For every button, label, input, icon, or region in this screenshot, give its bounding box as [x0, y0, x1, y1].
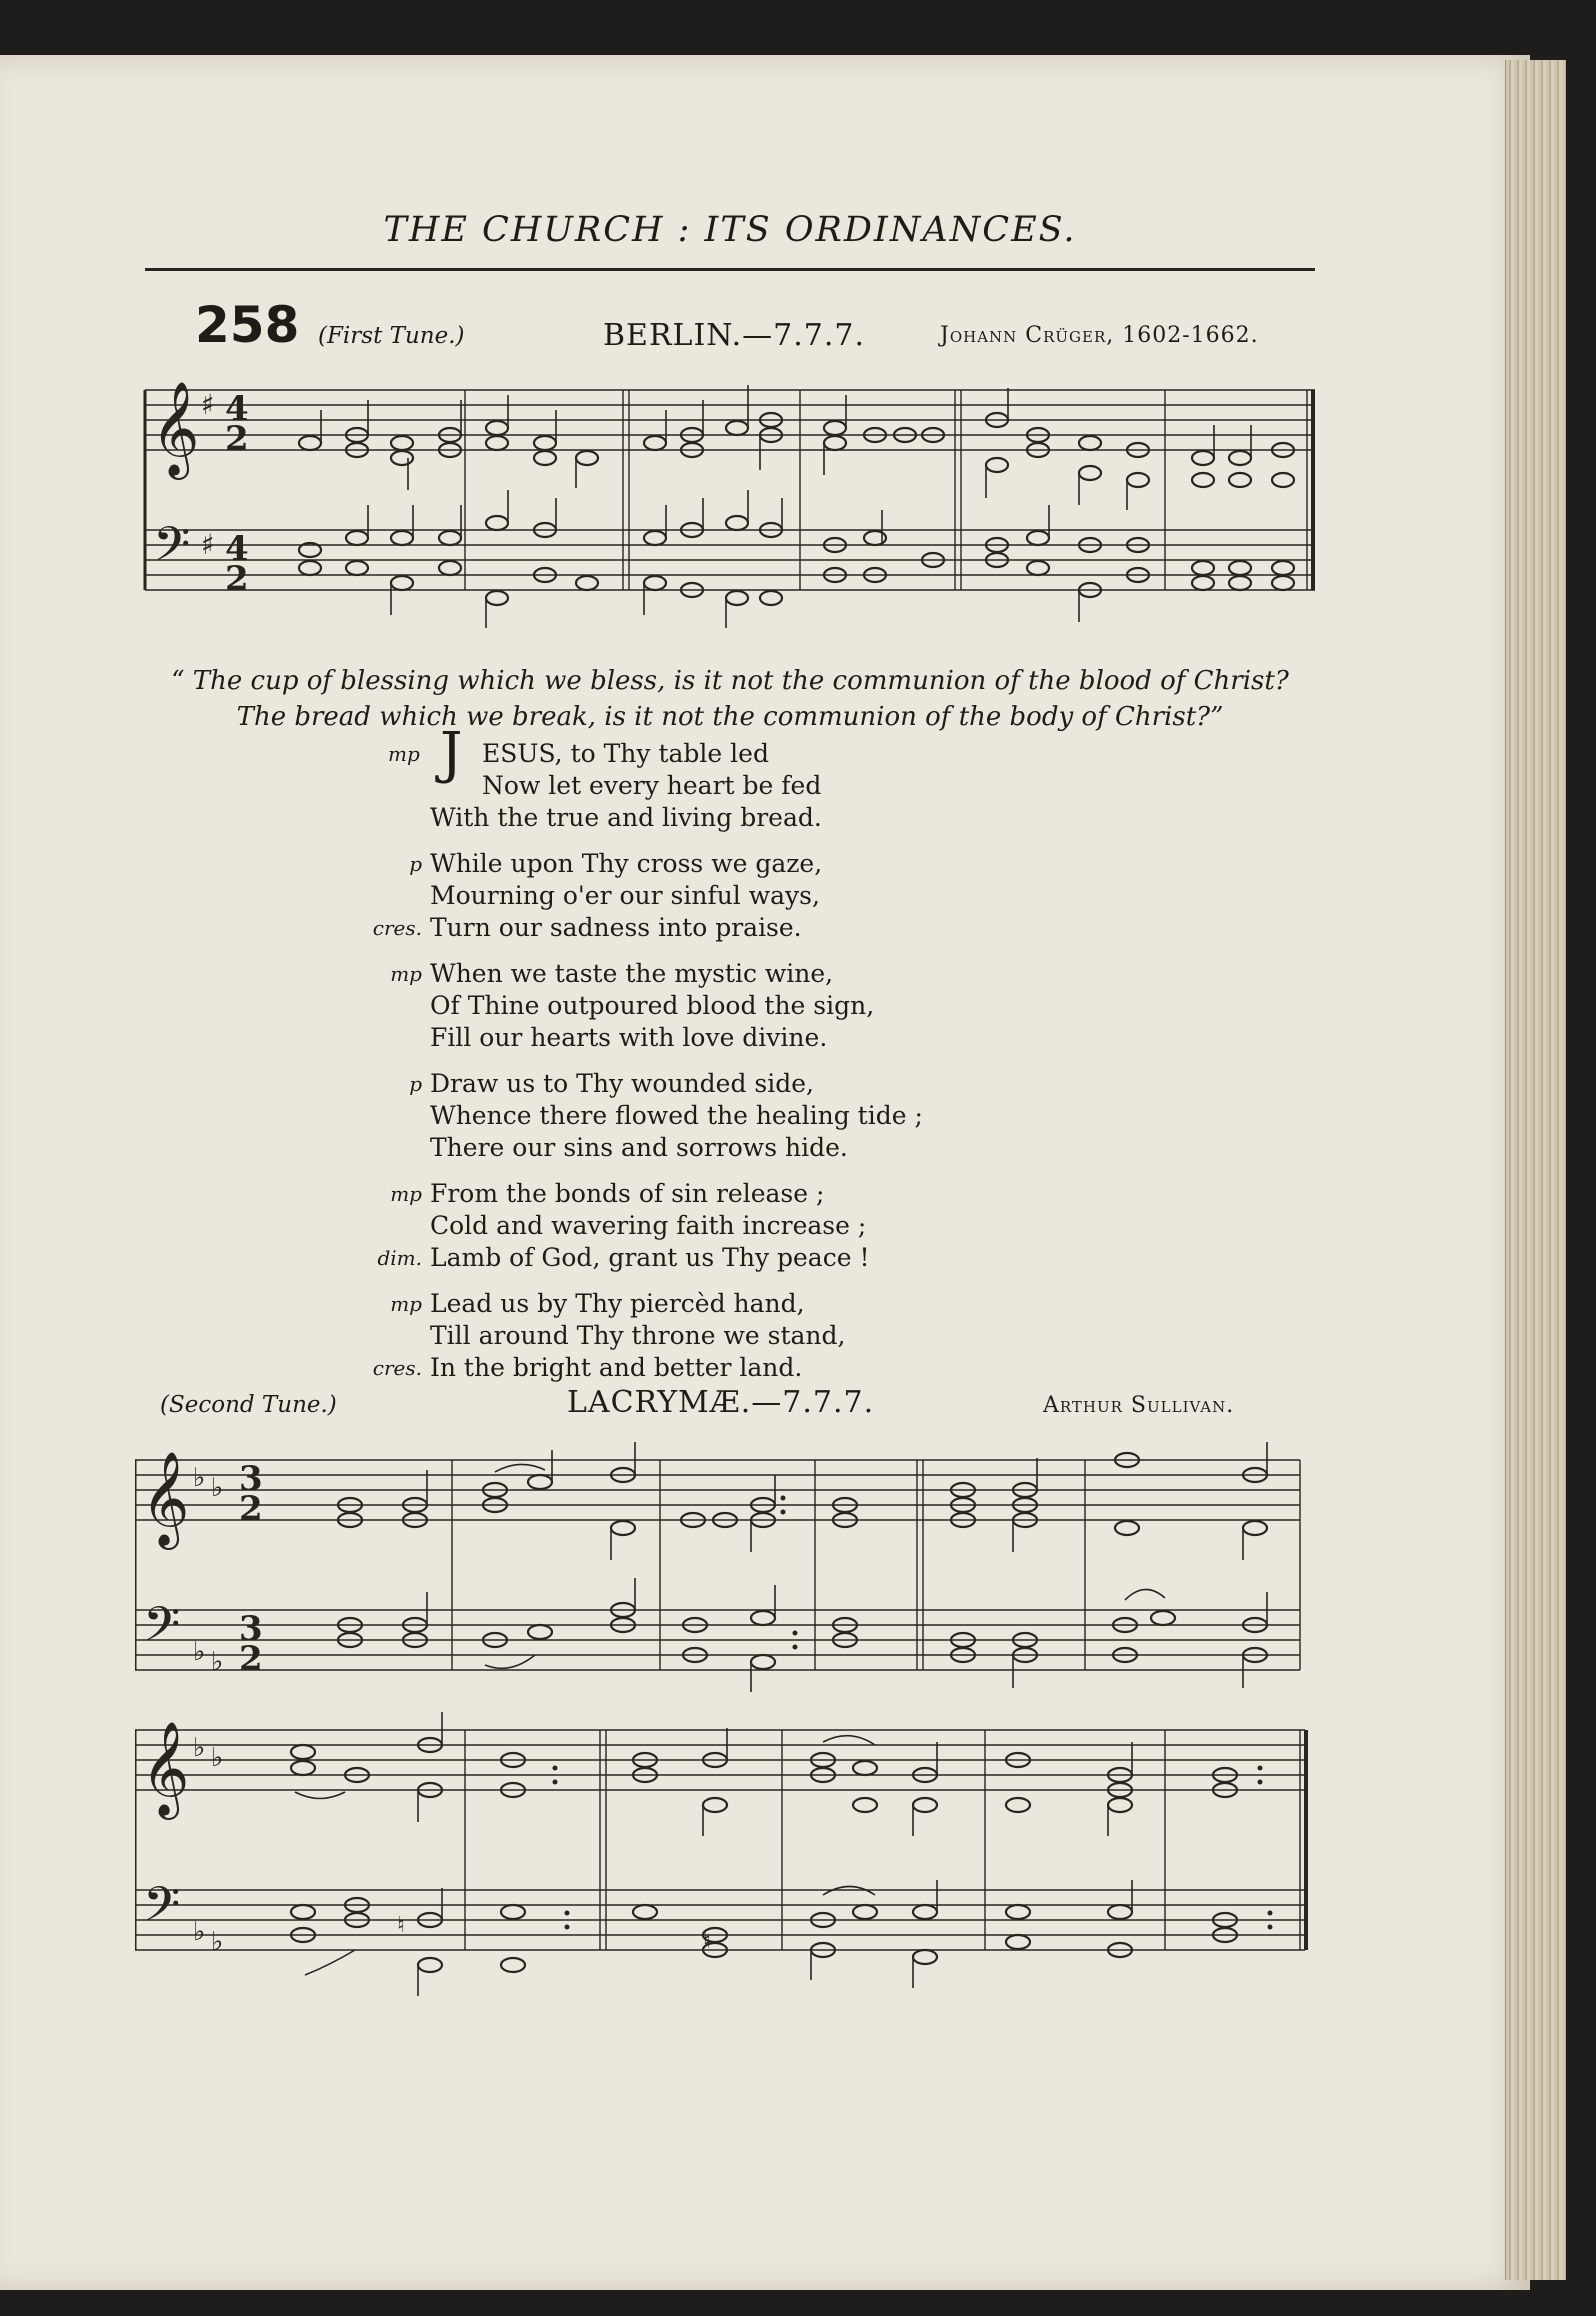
verse-line: Cold and wavering faith increase ;	[430, 1211, 867, 1240]
running-head: THE CHURCH : ITS ORDINANCES.	[383, 210, 1077, 250]
stanza	[372, 848, 1080, 944]
verse-line: p Draw us to Thy wounded side,	[409, 1069, 814, 1098]
dynamic-mark: mp	[390, 1292, 422, 1316]
svg-text:𝄞: 𝄞	[141, 1721, 190, 1816]
verse-line: Now let every heart be fed	[482, 771, 822, 800]
svg-text:♭: ♭	[211, 1473, 224, 1503]
verse-line: mp When we taste the mystic wine,	[390, 959, 834, 988]
verse-line: p While upon Thy cross we gaze,	[409, 849, 823, 878]
svg-text:♭: ♭	[211, 1743, 224, 1773]
stanza	[377, 1178, 1080, 1274]
hymn-verses	[372, 721, 1080, 1398]
dynamic-mark: p	[409, 852, 422, 876]
verse-line: Whence there flowed the healing tide ;	[430, 1101, 923, 1130]
svg-text:3: 3	[239, 1609, 263, 1649]
stanza	[372, 1288, 1080, 1384]
svg-text:♭: ♭	[193, 1463, 206, 1493]
svg-text:♭: ♭	[211, 1647, 224, 1677]
svg-text:♯: ♯	[201, 388, 215, 421]
svg-text:♭: ♭	[193, 1917, 206, 1947]
page-edge	[1505, 60, 1566, 2280]
second-tune-name: LACRYMÆ.—7.7.7.	[567, 1385, 875, 1420]
svg-text:♮: ♮	[397, 1913, 405, 1938]
svg-text:♭: ♭	[193, 1637, 206, 1667]
music-lacrymae-system-2	[135, 1700, 1325, 2020]
svg-text:2: 2	[225, 419, 249, 459]
dynamic-mark: cres.	[372, 1356, 422, 1380]
dynamic-mark: mp	[390, 962, 422, 986]
bass-clef-icon: 𝄢	[153, 516, 191, 584]
epigraph-line: The bread which we break, is it not the communion of the body of Christ?”	[236, 702, 1224, 732]
stanza	[388, 721, 1080, 834]
verse-line: mp Lead us by Thy piercèd hand,	[390, 1289, 805, 1318]
epigraph-line: “ The cup of blessing which we bless, is it not the communion of the blood of Christ?	[171, 666, 1289, 696]
svg-text:2: 2	[239, 1639, 263, 1679]
second-tune-composer: Arthur Sullivan.	[1043, 1393, 1235, 1418]
first-tune-composer: Johann Crüger, 1602-1662.	[940, 323, 1259, 348]
dynamic-mark: p	[409, 1072, 422, 1096]
svg-text:2: 2	[239, 1489, 263, 1529]
music-lacrymae-system-1	[135, 1430, 1325, 1700]
verse-line: mp J ESUS, to Thy table led	[388, 721, 769, 786]
dynamic-mark: dim.	[377, 1246, 422, 1270]
first-tune-label: (First Tune.)	[318, 323, 465, 349]
second-tune-label: (Second Tune.)	[160, 1392, 337, 1418]
svg-text:♮: ♮	[703, 1929, 711, 1954]
treble-clef-icon: 𝄞	[151, 381, 200, 476]
svg-text:2: 2	[225, 559, 249, 599]
svg-text:3: 3	[239, 1459, 263, 1499]
verse-line: Of Thine outpoured blood the sign,	[430, 991, 875, 1020]
verse-line: There our sins and sorrows hide.	[430, 1133, 848, 1162]
hymn-number: 258	[195, 296, 300, 354]
stanza	[390, 958, 1080, 1054]
svg-text:4: 4	[225, 529, 249, 569]
verse-line: dim. Lamb of God, grant us Thy peace !	[377, 1243, 870, 1272]
head-rule	[145, 268, 1315, 271]
verse-line: Mourning o'er our sinful ways,	[430, 881, 820, 910]
dynamic-mark: mp	[390, 1182, 422, 1206]
verse-line: With the true and living bread.	[430, 803, 822, 832]
verse-line: cres. In the bright and better land.	[372, 1353, 803, 1382]
epigraph	[150, 663, 1310, 735]
verse-line: mp From the bonds of sin release ;	[390, 1179, 825, 1208]
verse-line: Till around Thy throne we stand,	[430, 1321, 846, 1350]
svg-text:𝄢: 𝄢	[143, 1596, 181, 1664]
svg-text:𝄢: 𝄢	[143, 1876, 181, 1944]
verse-line: Fill our hearts with love divine.	[430, 1023, 828, 1052]
dynamic-mark: cres.	[372, 916, 422, 940]
first-tune-name: BERLIN.—7.7.7.	[603, 318, 866, 353]
svg-text:♭: ♭	[211, 1927, 224, 1957]
music-berlin	[135, 370, 1325, 645]
svg-text:𝄞: 𝄞	[141, 1451, 190, 1546]
svg-text:4: 4	[225, 389, 249, 429]
stanza	[409, 1068, 1080, 1164]
drop-cap: J	[440, 721, 463, 786]
dynamic-mark: mp	[388, 742, 420, 766]
svg-text:♭: ♭	[193, 1733, 206, 1763]
svg-text:♯: ♯	[201, 528, 215, 561]
verse-line: cres. Turn our sadness into praise.	[372, 913, 802, 942]
